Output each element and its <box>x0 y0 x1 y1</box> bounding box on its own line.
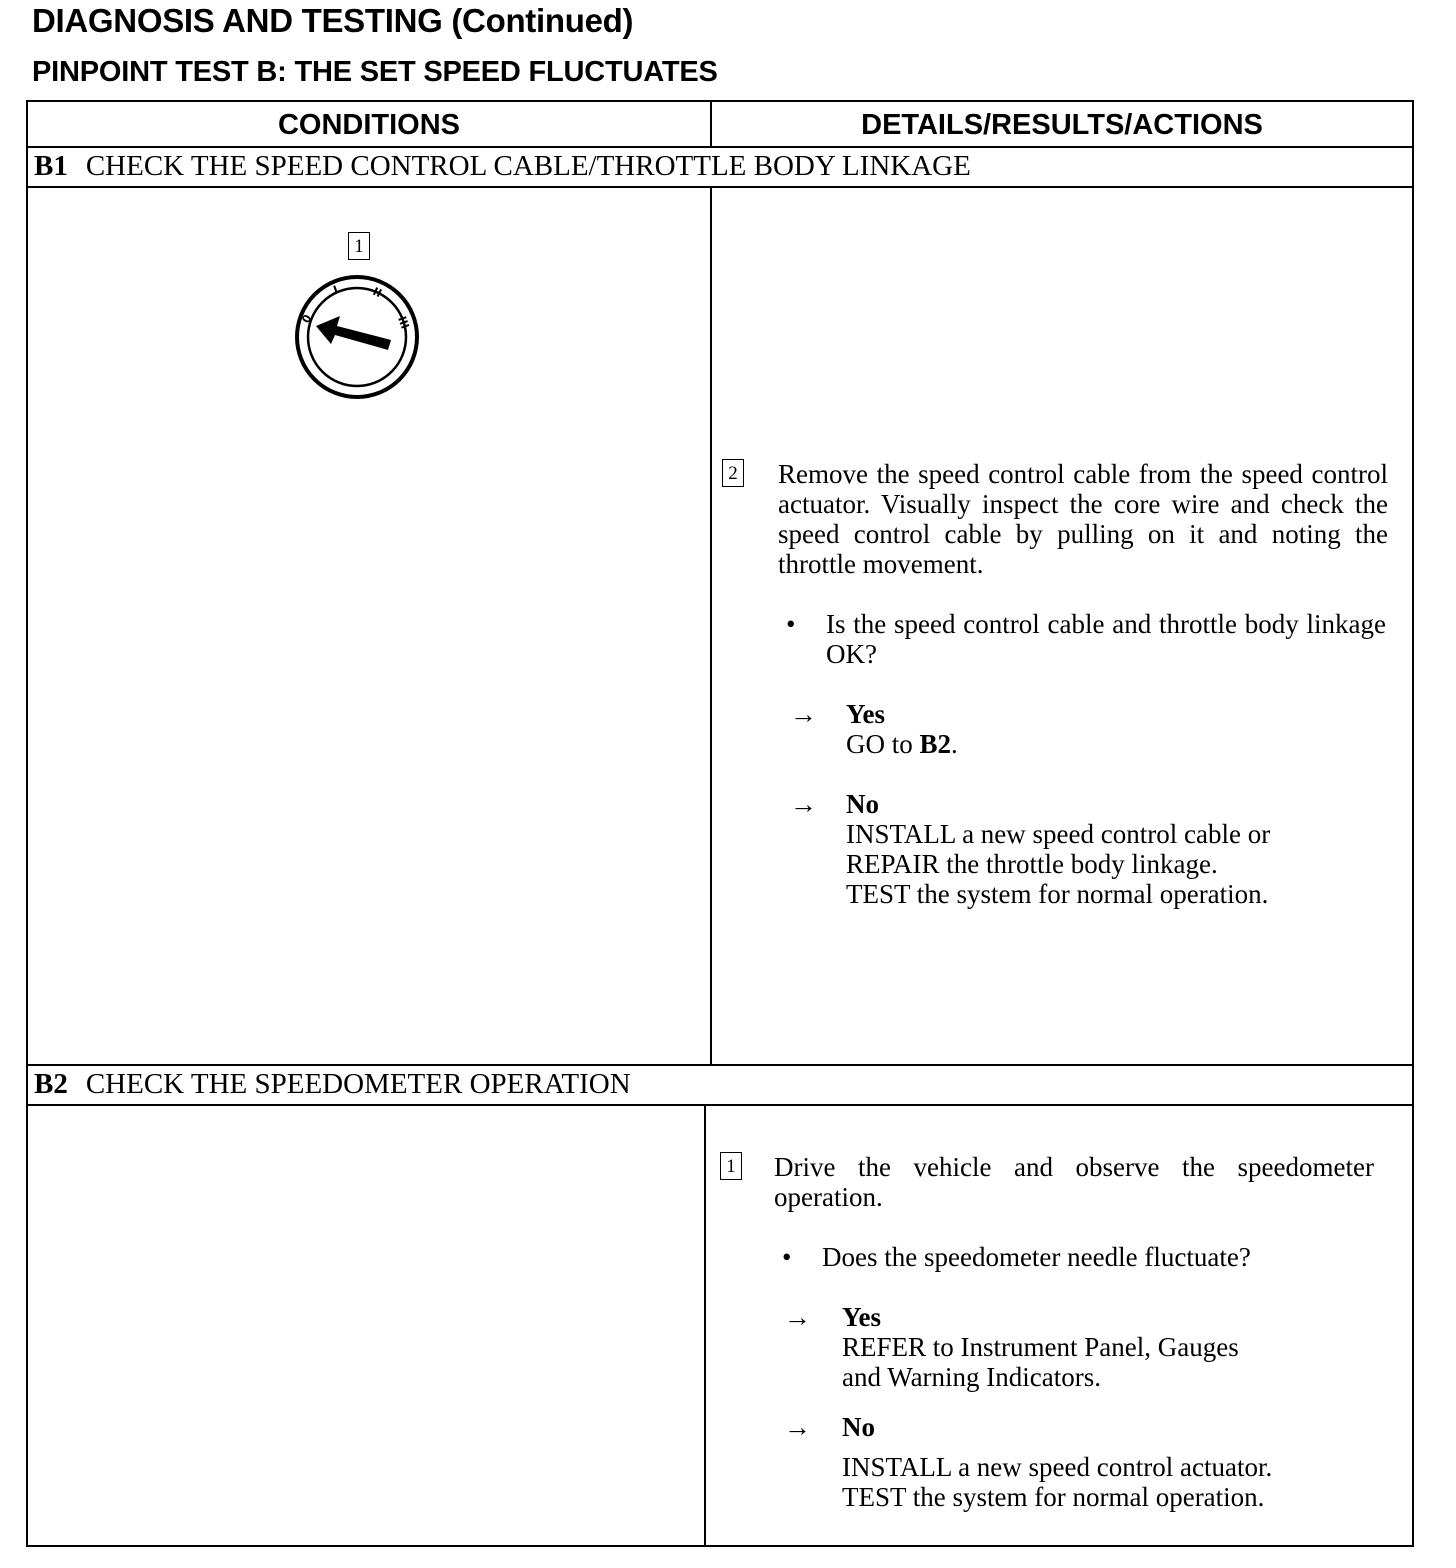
divider <box>710 102 712 146</box>
arrow-right-icon: → <box>790 789 817 819</box>
result-no <box>842 1412 1272 1512</box>
result-label: Yes <box>846 699 885 729</box>
step-b1-id: B1 <box>34 150 68 182</box>
result-action: TEST the system for normal operation. <box>842 1482 1265 1512</box>
step-b2-instruction: Drive the vehicle and observe the speedometer operation. <box>774 1152 1374 1212</box>
divider <box>704 1106 706 1545</box>
instruction-number-box: 2 <box>722 459 744 487</box>
ignition-switch-off-icon <box>290 272 424 402</box>
step-b1-title: CHECK THE SPEED CONTROL CABLE/THROTTLE BODY LINKAGE <box>85 150 971 182</box>
result-yes <box>842 1302 1239 1392</box>
divider <box>28 186 1412 188</box>
position-label-ii: II <box>370 284 384 301</box>
step-b2-heading <box>34 1067 631 1101</box>
step-b1-question: Is the speed control cable and throttle body linkage OK? <box>826 609 1386 669</box>
step-reference: B2 <box>919 729 952 759</box>
arrow-right-icon: → <box>784 1302 811 1332</box>
result-action: INSTALL a new speed control actuator. <box>842 1452 1273 1482</box>
result-action: TEST the system for normal operation. <box>846 879 1269 909</box>
result-label: Yes <box>842 1302 881 1332</box>
result-action: and Warning Indicators. <box>842 1362 1102 1392</box>
step-b1-instruction: Remove the speed control cable from the speed control actuator. Visually inspect the core wire and check the speed control cable by pulling on it and noting the throttle movement. <box>778 459 1388 579</box>
position-label-iii: III <box>395 314 412 331</box>
arrow-right-icon: → <box>790 699 817 729</box>
result-label: No <box>846 789 879 819</box>
divider <box>28 146 1412 148</box>
result-action: REPAIR the throttle body linkage. <box>846 849 1218 879</box>
column-header-details: DETAILS/RESULTS/ACTIONS <box>861 109 1263 141</box>
result-yes <box>846 699 958 759</box>
divider <box>710 188 712 1064</box>
step-b2-id: B2 <box>34 1068 68 1100</box>
divider <box>28 1104 1412 1106</box>
step-b2-question: Does the speedometer needle fluctuate? <box>822 1242 1251 1272</box>
column-header-conditions: CONDITIONS <box>277 109 461 141</box>
position-label-off: 0 <box>299 312 315 326</box>
divider <box>28 1064 1412 1066</box>
arrow-right-icon: → <box>784 1412 811 1442</box>
step-b1-heading <box>34 149 971 183</box>
result-action: INSTALL a new speed control cable or <box>846 819 1271 849</box>
bullet-icon: • <box>786 609 796 639</box>
test-title: PINPOINT TEST B: THE SET SPEED FLUCTUATES <box>32 56 718 88</box>
result-action: GO to B2. <box>846 729 958 759</box>
instruction-number-box: 1 <box>720 1152 742 1180</box>
bullet-icon: • <box>782 1242 792 1272</box>
step-number-box: 1 <box>348 232 370 260</box>
key-arrow-icon <box>316 316 391 350</box>
step-b2-title: CHECK THE SPEEDOMETER OPERATION <box>85 1068 631 1100</box>
position-label-i: I <box>331 283 340 297</box>
page-title: DIAGNOSIS AND TESTING (Continued) <box>32 2 634 39</box>
pinpoint-table <box>26 100 1414 1547</box>
result-action: REFER to Instrument Panel, Gauges <box>842 1332 1239 1362</box>
result-label: No <box>842 1412 875 1442</box>
result-no <box>846 789 1270 909</box>
